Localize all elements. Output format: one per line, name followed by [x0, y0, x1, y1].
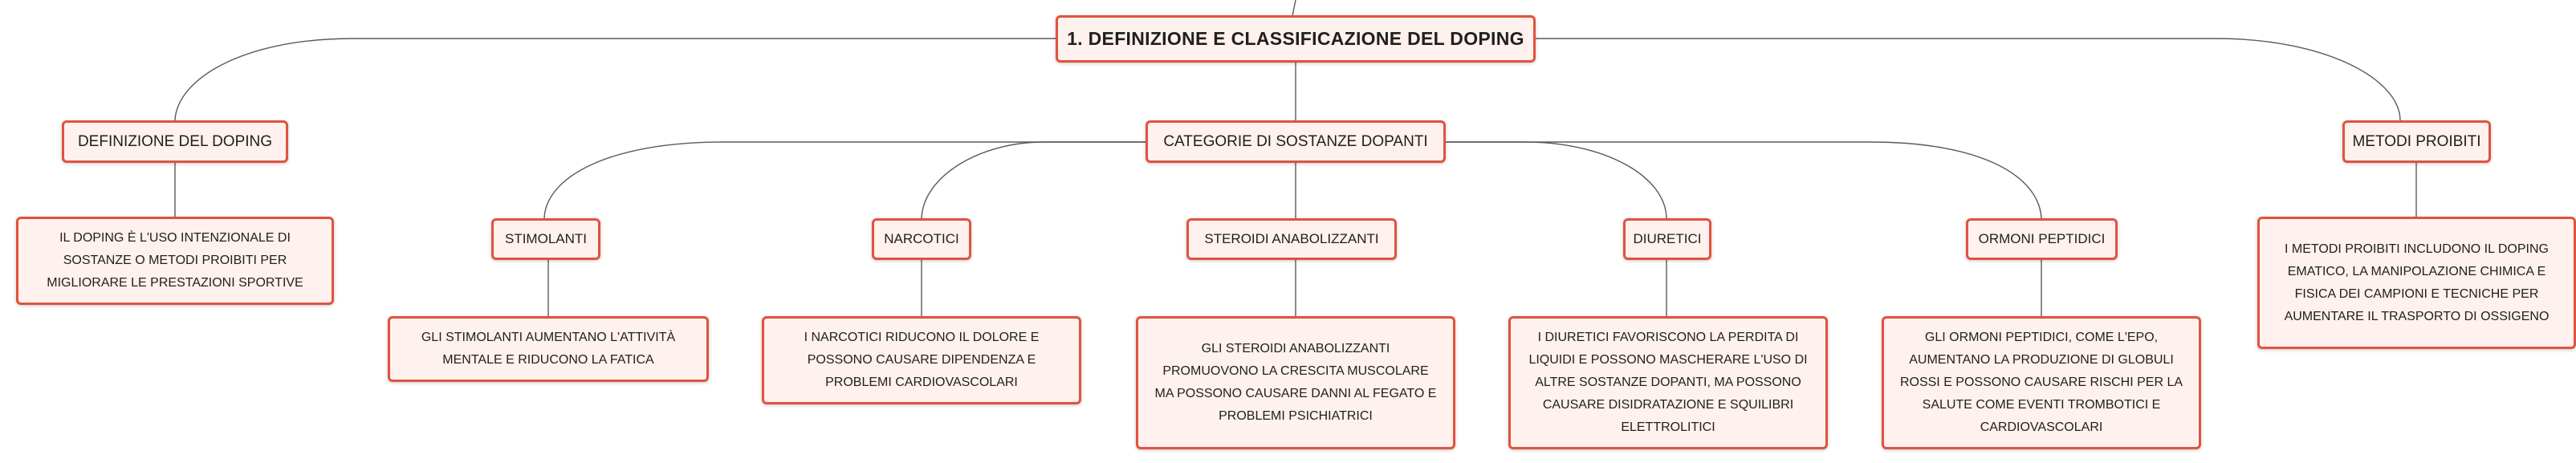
description-ormoni-text: GLI ORMONI PEPTIDICI, COME L'EPO, AUMENTANO LA PRODUZIONE DI GLOBULI ROSSI E POSSONO CAUSARE RISCHI PER LA SALUTE COME EVENTI TROMBOTICI E CARDIOVASCOLARI — [1899, 331, 2183, 434]
connector-root-definizione — [175, 39, 1056, 120]
connector-categorie-stimolanti — [544, 142, 1146, 218]
connector-parent-root — [1292, 0, 1296, 16]
description-stimolanti-text: GLI STIMOLANTI AUMENTANO L'ATTIVITÀ MENTALE E RIDUCONO LA FATICA — [421, 331, 676, 367]
description-diuretici-text: I DIURETICI FAVORISCONO LA PERDITA DI LIQUIDI E POSSONO MASCHERARE L'USO DI ALTRE SOSTANZE DOPANTI, MA POSSONO CAUSARE DISIDRATAZIONE E SQUILIBRI ELETTROLITICI — [1528, 331, 1808, 434]
subtopic-stimolanti-node[interactable] — [491, 218, 600, 260]
subtopic-narcotici-label: NARCOTICI — [884, 231, 959, 246]
description-stimolanti — [388, 316, 709, 382]
subtopic-diuretici-node[interactable] — [1623, 218, 1711, 260]
description-metodi-text: I METODI PROIBITI INCLUDONO IL DOPING EMATICO, LA MANIPOLAZIONE CHIMICA E FISICA DEI CAMPIONI E TECNICHE PER AUMENTARE IL TRASPORTO DI OSSIGENO — [2284, 242, 2550, 323]
description-narcotici-text: I NARCOTICI RIDUCONO IL DOLORE E POSSONO CAUSARE DIPENDENZA E PROBLEMI CARDIOVASCOLARI — [804, 331, 1040, 389]
description-diuretici — [1508, 316, 1828, 449]
topic-categorie-node[interactable] — [1146, 120, 1446, 163]
root-topic-label: 1. DEFINIZIONE E CLASSIFICAZIONE DEL DOPING — [1067, 28, 1524, 49]
connector-categorie-ormoni — [1446, 142, 2041, 218]
topic-metodi-node[interactable] — [2342, 120, 2491, 163]
description-narcotici — [762, 316, 1081, 404]
topic-definizione-node[interactable] — [62, 120, 288, 163]
root-topic-node[interactable] — [1056, 15, 1536, 63]
description-definizione-text: IL DOPING È L'USO INTENZIONALE DI SOSTANZE O METODI PROIBITI PER MIGLIORARE LE PRESTAZIONI SPORTIVE — [47, 231, 303, 290]
description-metodi — [2257, 217, 2576, 349]
subtopic-diuretici-label: DIURETICI — [1633, 231, 1702, 246]
subtopic-narcotici-node[interactable] — [872, 218, 971, 260]
description-definizione — [16, 217, 334, 305]
description-ormoni — [1882, 316, 2201, 449]
topic-categorie-label: CATEGORIE DI SOSTANZE DOPANTI — [1163, 132, 1428, 150]
topic-metodi-label: METODI PROIBITI — [2352, 132, 2481, 150]
connector-categorie-narcotici — [922, 142, 1146, 218]
subtopic-steroidi-label: STEROIDI ANABOLIZZANTI — [1204, 231, 1379, 246]
description-steroidi-text: GLI STEROIDI ANABOLIZZANTI PROMUOVONO LA CRESCITA MUSCOLARE MA POSSONO CAUSARE DANNI AL FEGATO E PROBLEMI PSICHIATRICI — [1154, 342, 1437, 423]
subtopic-ormoni-node[interactable] — [1966, 218, 2118, 260]
subtopic-steroidi-node[interactable] — [1186, 218, 1397, 260]
subtopic-stimolanti-label: STIMOLANTI — [504, 231, 587, 246]
connector-root-metodi — [1536, 39, 2400, 120]
topic-definizione-label: DEFINIZIONE DEL DOPING — [77, 132, 273, 150]
description-steroidi — [1136, 316, 1455, 449]
connector-categorie-diuretici — [1446, 142, 1666, 218]
subtopic-ormoni-label: ORMONI PEPTIDICI — [1978, 231, 2106, 246]
